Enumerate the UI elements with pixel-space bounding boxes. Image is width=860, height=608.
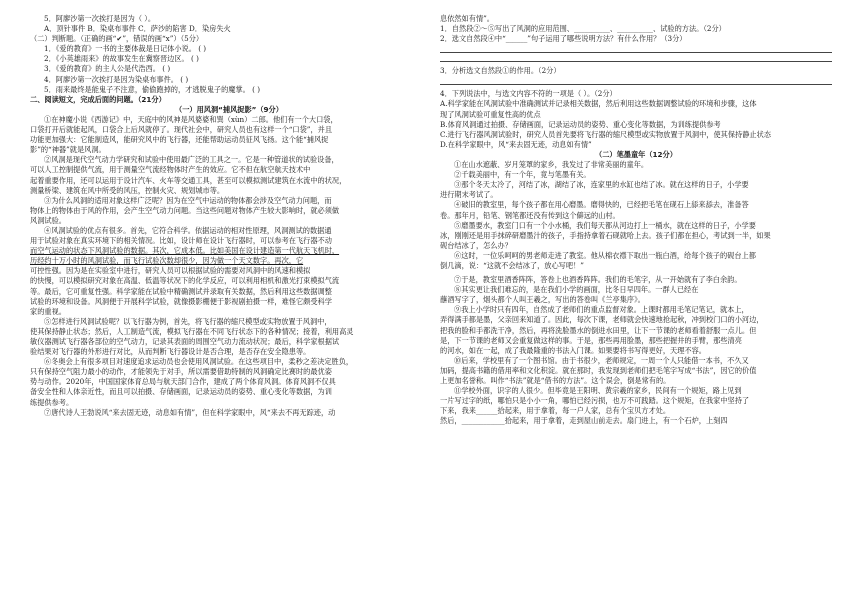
passage-line: 一片写过字的纸，哪怕只是小小一角，哪怕已经污损，也万不可践踏。这个规矩，在我家中坚持了 [440,396,750,406]
section-2-heading: 二、阅读短文，完成后面的问题。（21分） [30,94,166,104]
passage-line: ⑪学校外面，识字的人很少。但毕竟是王阳明、黄宗羲的家乡，民间有一个规矩，路上见到 [454,386,742,396]
judge-heading: （二）判断题。（正确的画“✔”，错误的画“x”）（5分） [30,34,204,44]
judge-item: 1．《爱的教育》一书的主要体裁是日记体小说。 ( ) [44,44,207,54]
passage-line: 是，下一节课的老师又会重复做这样的事。于是，那些再用脸墨，那些把握井的手臂，那些清亮 [440,335,742,345]
passage-line: 影”的“神器”就是风洞。 [30,145,106,155]
passage-1-body [30,115,428,418]
passage-line: ③为什么风洞的适用对象这样广泛呢？因为在空气中运动的物体都会涉及空气动力问题，而 [44,195,332,205]
passage-line: 试验的环境和设备。风洞便于开展科学试验，就像摄影棚便于影视剧拍摄一样，难怪它颇受科学 [30,296,332,306]
passage-line: 家的重视。 [30,306,66,316]
passage-line: ④破旧的教室里，每个孩子都在用心磨墨。磨得快的，已经把毛笔在砚石上舔来舔去，准备答 [454,200,749,210]
question-5: 5．阿廖沙第一次挨打是因为（ ）。 [44,14,156,23]
passage-1-title: （一）用风洞“捕风捉影”（9分） [175,104,283,114]
passage-line: ①在神魔小说《西游记》中，天庭中的风神是风婆婆和巽（xùn）二郎。他们有一个大口袋， [44,114,338,124]
passage-line: 冰，刚刚还是用手抹碎研磨墨汁的孩子，手指持拿着石砚就哈上去。孩子们都在担心，考试到一半，如果 [440,230,771,240]
option-line: D.在科学家眼中，风“来去固无迹，动息如有情” [440,139,592,149]
option-line: B.体育风洞通过拍摄、存储画面，记录运动员的姿势、重心变化等数据，为训练提供参考 [440,119,721,129]
passage-line: ⑤磨墨要水，教室门口有一个小水桶，我们每天都从河边打上一桶水，就在这样的日子，小学要 [454,220,756,230]
question-4: 4．下列说法中，与选文内容不符的一项是（ ）。（2分） [440,89,617,99]
passage-line: ⑤怎样进行风洞试验呢？以飞行器为例，首先，将飞行器的缩尺模型或实物放置于风洞中， [44,316,332,326]
question-3: 3．分析选文自然段①的作用。（2分） [440,66,561,76]
passage-line: 起着重要作用，还可以运用于设计汽车、火车等交通工具，甚至可以模拟测试建筑在水流中的状况， [30,175,347,185]
passage-line: 把我的脸和手都洗干净，然后，再将洗脸墨水的倒进水田里，让下一节课的老师看着舒服一点儿。但 [440,325,757,335]
passage-line: 可控性强。因为是在实验室中进行，研究人员可以根据试验的需要对风洞中的风速和模拟 [30,266,311,276]
passage-line: 势与动作。2020年，中国国家体育总局与航天部门合作，建成了两个体育风洞。体育风洞不仅具 [30,377,336,387]
answer-line[interactable] [440,52,832,53]
passage-line: ⑦于是，教室里酒香阵阵，答卷上也酒香阵阵。我们的毛笔字，从一开始就有了李白余韵。 [454,275,742,285]
passage-line: 进行期末考试了。 [440,190,498,200]
passage-line: 练提供参考。 [30,397,74,407]
passage-line: 砚台结冰了，怎么办？ [440,240,512,250]
passage-line: 然后，____________拾起来，用于拿着，走到屋山前走去。扇门进上，有一个石炉，上刻四 [440,416,728,426]
passage-line: ⑧其实更让我们难忘的，是在我们小学的画面，比冬日早四年。一群人已经在 [454,285,699,295]
option-line: A.科学家能在风洞试验中准确测试并记录相关数据，然后利用这些数据调整试验的环境和步骤，这体 [440,99,757,109]
passage-line: ⑦唐代诗人王勃说风“来去固无迹，动息如有情”，但在科学家眼中，风“来去不再无踪迹，动 [44,407,336,417]
judge-item: 5．雨来最终是能鬼子不注意，偷偷跑掉的，才逃脱鬼子的魔掌。 ( ) [44,84,261,94]
question-2: 2．选文自然段④中“______”句子运用了哪些说明方法？有什么作用？（3分） [440,34,687,44]
passage-line: 测量桥梁、建筑在风中所受的风压，控制火灾、规划城市等。 [30,185,225,195]
passage-line: 用于试验对象在真实环境下的相关情况。比如，设计师在设计飞行器时，可以参考在飞行器不动 [30,236,332,246]
passage-line-underlined: 历经约十万小时的风洞试验，而飞行试验次数却很少，因为做一个天文数字。再次，它 [30,256,304,266]
passage-line: 验结果对飞行器的外形进行对比，从而判断飞行器设计是否合理，是否存在安全隐患等。 [30,347,311,357]
passage-line: ⑥这时，一位乐呵呵的男老师走进了教室。他从棉衣襟下取出一瓶白酒，给每个孩子的砚台上都 [454,250,756,260]
passage-line: 风洞试验。 [30,215,66,225]
passage-line: ④风洞试验的优点有很多。首先，它符合科学。依据运动的相对性原理，风洞测试的数据通 [44,225,332,235]
question-1: 1．自然段②～⑤写出了风洞的应用范围、__________、__________、试验的方法。（2分） [440,24,726,34]
passage-2-title: （二）笔墨童年（12分） [595,149,677,159]
passage-line: 物体上的物体由于风的作用，会产生空气动力问题。当这些问题对物体产生较大影响时，就必须做 [30,205,340,215]
judge-item: 2．《小英雄雨来》的故事发生在冀察晋边区。 ( ) [44,54,199,64]
passage-line: ⑨我上小学时只有四年，自然成了老师们的重点监督对象。上课时都用毛笔记笔记，就本上， [454,305,749,315]
passage-line: 的快慢，可以模拟研究对象在高温、低温等状况下的化学反应，可以利用相机和激光打束模拟气流 [30,276,340,286]
passage-line: 蘸酒写字了，烟头都个人叫王羲之，写出的答卷叫《兰亭集序》。 [440,295,645,305]
left-column [30,0,428,418]
question-4-options [440,99,832,149]
question-5-options: A．顶针事件 B．染桌布事件 C．萨沙的陷害 D．染房失火 [44,24,231,34]
passage-line: 等。最后，它可重复性强。科学家能在试验中精确测试并录取有关数据，然后利用这些数据调整 [30,286,332,296]
answer-line[interactable] [440,61,832,62]
passage-line: 功能更加强大：它能制造风，能研究风中的飞行器，还能帮助运动员征风飞扬。这个能“捕风捉 [30,135,329,145]
passage-1-end: 息依然如有情”。 [440,14,494,23]
passage-line-underlined: 而空气运动的状态下风洞试验的数据。其次，它成本低。比如美国在设计建造第一代航天飞机时， [30,246,340,256]
passage-line: ⑩后来，学校里有了一个图书馆。由于书很少，老师规定，一周一个人只能借一本书，不久又 [454,355,749,365]
option-line: C.进行飞行器风洞试验时，研究人员首先要将飞行器的缩尺模型或实物放置于风洞中，使其保持静止状态 [440,129,771,139]
judge-item: 4．阿廖沙第一次挨打是因为染桌布事件。 ( ) [44,74,189,84]
answer-line[interactable] [440,84,832,85]
option-line: 现了风洞试验可重复性高的优点 [440,109,541,119]
passage-line: ②风洞是现代空气动力学研究和试验中使用最广泛的工具之一。它是一种管道状的试验设备， [44,155,339,165]
passage-line: 加码，提高书籍的借用率和文化积淀。就在那时，我发现到老师们把毛笔字写成“书法”，因它的价值 [440,365,757,375]
passage-line: 的河水，如在一起，成了我最隆重的书法入门课。如果要将书写得更好，天理不容。 [440,345,706,355]
passage-line: ②千载美丽中，有一个年，竟与笔墨有关。 [454,170,591,180]
judge-item: 3．《爱的教育》的主人公是代浩西。 ( ) [44,64,171,74]
passage-line: 备安全性和人体亲近性，而且可以拍摄、存储画面，记录运动员的姿势、重心变化等数据，为训 [30,387,332,397]
right-column [440,0,832,426]
passage-line: ①在山水遮蔽、岁月笼罩的家乡，我发过了非常美丽的童年。 [454,160,649,170]
passage-line: 只有保持空气阻力最小的动作，才能领先于对手，所以需要借助特制的风洞确定比赛时的最优姿 [30,367,332,377]
passage-line: ⑥冬奥会上有很多项目对速度追求运动员也会使用风洞试验。在这些项目中，柔秒之差决定胜负， [44,357,354,367]
passage-line: 卷。那年月，铅笔、钢笔都还没有传到这个僻远的山村。 [440,210,620,220]
passage-line: 上更加名誉称。叫作“书法”就是“借书的方法”。这个误会，倒是常有的。 [440,376,671,385]
passage-line: 可以人工控制提供气流，用于测量空气流经物体时产生的效应。它不但在航空航天技术中 [30,165,311,175]
passage-line: 使其保持静止状态；然后，人工制造气流，模拟飞行器在不同飞行状态下的各种情况；接着，利用高灵 [30,326,354,336]
passage-line: 口袋打开后就能起风，口袋合上后风就停了。现代社会中，研究人员也有这样一个“口袋”，并且 [30,125,333,135]
passage-line: 弄得满手都是墨，父亲回来知道了。因此，每次下课，老师就会快速地抢起秋，冲到校门口的小河边， [440,315,764,325]
passage-2-body [440,160,832,426]
passage-line: ③那个冬天太冷了，河结了冰，湖结了冰，连家里的水缸也结了冰。就在这样的日子，小学要 [454,180,749,190]
judge-list [30,44,428,94]
passage-line: 下来，我来______拾起来，用于拿着，每一户人家，总有个宝贝方才处。 [440,406,671,416]
passage-line: 倒几滴，说：“这就不会结冰了，放心写吧！” [440,260,584,270]
passage-line: 敏仪器测试飞行器各部位的空气动力，记录其表面的周围空气动力流动状况；最后，科学家根据试 [30,337,340,346]
